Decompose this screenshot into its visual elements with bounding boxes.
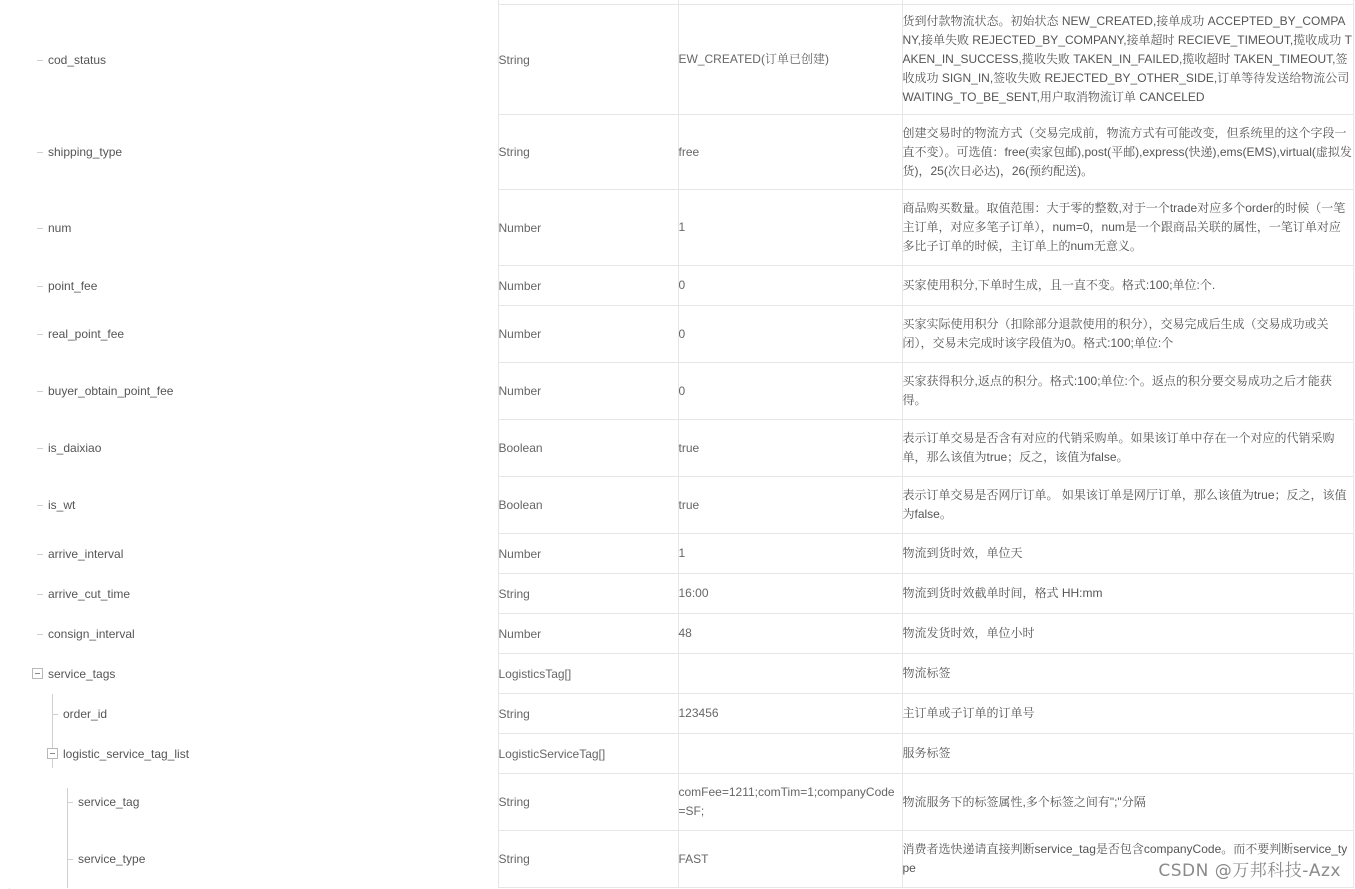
table-row	[0, 614, 1353, 654]
field-name: arrive_cut_time	[48, 586, 131, 601]
field-example: free	[678, 115, 902, 190]
csdn-watermark: CSDN @万邦科技-Azx	[1158, 861, 1341, 881]
field-description: 货到付款物流状态。初始状态 NEW_CREATED,接单成功 ACCEPTED_BY_COMPANY,接单失败 REJECTED_BY_COMPANY,接单超时 RECIEVE_TIMEOUT,揽收成功 TAKEN_IN_SUCCESS,揽收失败 TAKEN_IN_FAILED,揽收超时 TAKEN_TIMEOUT,签收成功 SIGN_IN,签收失败 REJECTED_BY_OTHER_SIDE,订单等待发送给物流公司 WAITING_TO_BE_SENT,用户取消物流订单 CANCELED	[902, 5, 1353, 115]
field-name: is_wt	[48, 498, 76, 512]
field-name: service_tag	[78, 795, 140, 809]
field-description: 物流发货时效，单位小时	[902, 614, 1353, 654]
field-type: Number	[498, 363, 678, 420]
field-example: 123456	[678, 694, 902, 734]
field-type: String	[498, 831, 678, 888]
table-row	[0, 694, 1353, 734]
field-type: Boolean	[498, 420, 678, 477]
field-name: cod_status	[48, 52, 107, 67]
field-description: 表示订单交易是否网厅订单。 如果该订单是网厅订单，那么该值为true；反之，该值为false。	[902, 477, 1353, 534]
field-example: true	[678, 477, 902, 534]
field-description: 消费者选快递请直接判断service_tag是否包含companyCode。而不要判断service_type	[902, 831, 1353, 888]
field-type: LogisticsTag[]	[498, 654, 678, 694]
field-description: 物流服务下的标签属性,多个标签之间有";"分隔	[902, 774, 1353, 831]
field-description: 创建交易时的物流方式（交易完成前，物流方式有可能改变，但系统里的这个字段一直不变）。可选值：free(卖家包邮),post(平邮),express(快递),ems(EMS),virtual(虚拟发货)，25(次日必达)，26(预约配送)。	[902, 115, 1353, 190]
table-row	[0, 420, 1353, 477]
table-row	[0, 363, 1353, 420]
field-name: logistic_service_tag_list	[63, 746, 190, 761]
table-row	[0, 654, 1353, 694]
field-example: 16:00	[678, 574, 902, 614]
table-row	[0, 115, 1353, 190]
field-description: 服务标签	[902, 734, 1353, 774]
field-description: 主订单或子订单的订单号	[902, 694, 1353, 734]
field-example: 0	[678, 266, 902, 306]
field-example: 0	[678, 363, 902, 420]
field-example: FAST	[678, 831, 902, 888]
field-name: num	[48, 220, 72, 235]
table-row	[0, 734, 1353, 774]
field-type: String	[498, 115, 678, 190]
field-example: 1	[678, 190, 902, 266]
table-row	[0, 5, 1353, 115]
field-name: service_type	[78, 852, 146, 866]
field-example: 0	[678, 306, 902, 363]
field-description: 物流到货时效，单位天	[902, 534, 1353, 574]
field-type: String	[498, 694, 678, 734]
field-name: order_id	[63, 706, 108, 721]
field-type: Number	[498, 266, 678, 306]
field-type: Number	[498, 306, 678, 363]
tree-branch-line	[67, 859, 68, 888]
field-type: String	[498, 5, 678, 115]
table-row	[0, 190, 1353, 266]
field-type: Number	[498, 190, 678, 266]
field-name: buyer_obtain_point_fee	[48, 384, 174, 398]
tree-branch-line	[52, 694, 53, 714]
table-row	[0, 534, 1353, 574]
collapse-toggle-logistic-service-tag-list[interactable]	[47, 748, 58, 759]
field-example: true	[678, 420, 902, 477]
field-name: is_daixiao	[48, 441, 102, 455]
tree-tick	[67, 859, 73, 860]
field-type: Boolean	[498, 477, 678, 534]
field-type: String	[498, 574, 678, 614]
field-description: 表示订单交易是否含有对应的代销采购单。如果该订单中存在一个对应的代销采购单，那么该值为true；反之，该值为false。	[902, 420, 1353, 477]
field-description: 买家使用积分,下单时生成，且一直不变。格式:100;单位:个.	[902, 266, 1353, 306]
field-example: 48	[678, 614, 902, 654]
field-name: point_fee	[48, 278, 98, 293]
field-name: real_point_fee	[48, 327, 125, 341]
field-type: LogisticServiceTag[]	[498, 734, 678, 774]
field-name: service_tags	[48, 666, 116, 681]
field-description: 买家获得积分,返点的积分。格式:100;单位:个。返点的积分要交易成功之后才能获得。	[902, 363, 1353, 420]
field-name: arrive_interval	[48, 546, 124, 561]
table-row	[0, 774, 1353, 831]
field-example	[678, 734, 902, 774]
table-row	[0, 477, 1353, 534]
tree-tick	[52, 714, 58, 715]
collapse-toggle-service-tags[interactable]	[32, 668, 43, 679]
field-example: comFee=1211;comTim=1;companyCode=SF;	[678, 774, 902, 831]
field-description: 物流到货时效截单时间，格式 HH:mm	[902, 574, 1353, 614]
field-description: 商品购买数量。取值范围：大于零的整数,对于一个trade对应多个order的时候（一笔主订单，对应多笔子订单），num=0，num是一个跟商品关联的属性，一笔订单对应多比子订单的时候，主订单上的num无意义。	[902, 190, 1353, 266]
field-name: shipping_type	[48, 145, 123, 159]
field-description: 买家实际使用积分（扣除部分退款使用的积分），交易完成后生成（交易成功或关闭），交易未完成时该字段值为0。格式:100;单位:个	[902, 306, 1353, 363]
tree-tick	[67, 802, 73, 803]
table-row	[0, 266, 1353, 306]
tree-branch-line	[67, 788, 68, 859]
table-row	[0, 306, 1353, 363]
field-example	[678, 654, 902, 694]
field-name: consign_interval	[48, 626, 135, 641]
field-type: Number	[498, 614, 678, 654]
field-example: EW_CREATED(订单已创建)	[678, 5, 902, 115]
field-example: 1	[678, 534, 902, 574]
field-type: Number	[498, 534, 678, 574]
table-row	[0, 574, 1353, 614]
field-type: String	[498, 774, 678, 831]
field-description: 物流标签	[902, 654, 1353, 694]
table-row	[0, 831, 1353, 888]
